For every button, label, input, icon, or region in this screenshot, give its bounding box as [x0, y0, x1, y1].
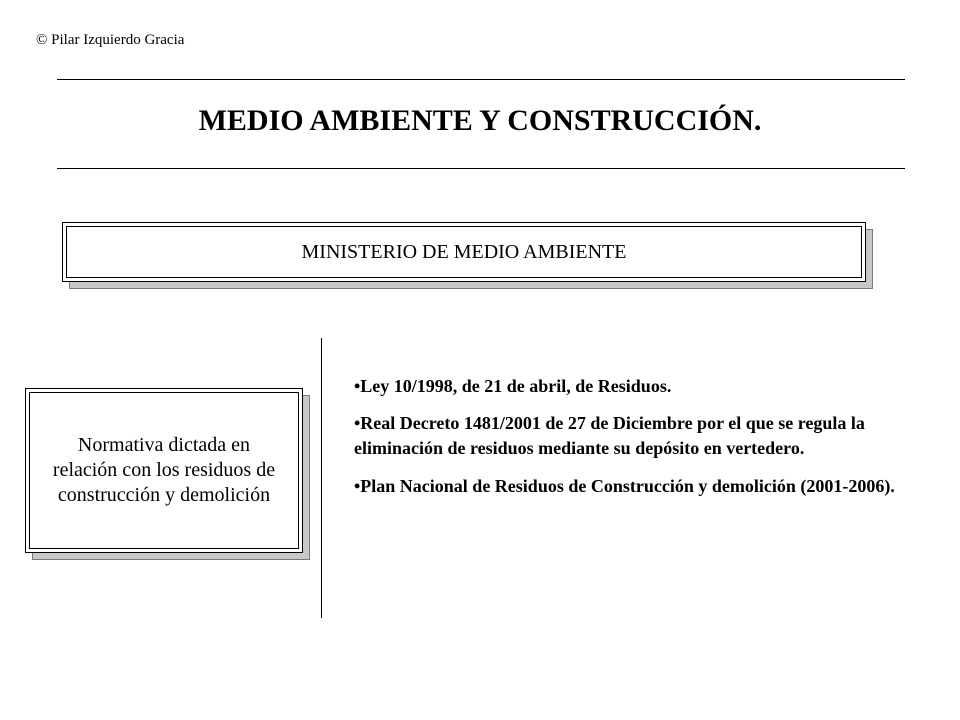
normativa-box-text: [29, 392, 299, 549]
top-rule: [57, 79, 905, 80]
ministry-box: [62, 222, 872, 288]
page-title: MEDIO AMBIENTE Y CONSTRUCCIÓN.: [198, 104, 762, 137]
ministry-box-label: MINISTERIO DE MEDIO AMBIENTE: [66, 226, 862, 278]
normativa-line-1: Normativa dictada en: [77, 434, 251, 456]
ministry-box-frame: [62, 222, 866, 282]
legislation-list: [354, 374, 950, 511]
bottom-rule: [57, 168, 905, 169]
list-item-plan-nacional: •Plan Nacional de Residuos de Construcción y demolición (2001-2006).: [354, 475, 895, 496]
list-item-ley: •Ley 10/1998, de 21 de abril, de Residuos.: [354, 376, 672, 396]
list-item-real-decreto: •Real Decreto 1481/2001 de 27 de Diciembre por el que se regula la eliminación de residuos mediante su depósito en vertedero.: [354, 413, 865, 459]
normativa-line-3: construcción y demolición: [57, 484, 271, 506]
normativa-line-2: relación con los residuos de: [52, 459, 276, 481]
vertical-divider: [321, 338, 322, 618]
copyright-notice: © Pilar Izquierdo Gracia: [36, 32, 185, 48]
normativa-box-frame: [25, 388, 303, 553]
normativa-box: [25, 388, 310, 560]
